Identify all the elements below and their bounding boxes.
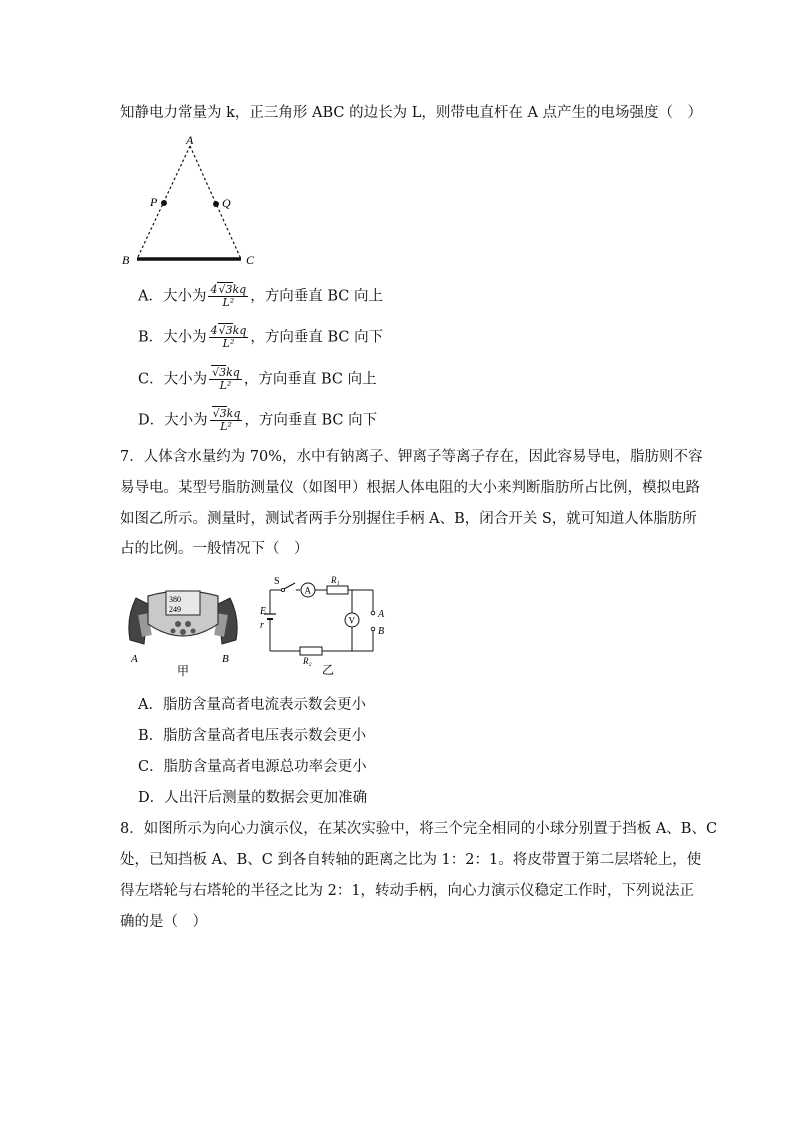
device-label-b: B — [222, 653, 229, 665]
terminal-b-label: B — [378, 626, 385, 637]
resistor-r1-label: R₁ — [331, 575, 340, 585]
label-c: C — [246, 253, 255, 267]
device-button — [191, 629, 196, 634]
q7-line-4: 占的比例。一般情况下（ ） — [120, 541, 309, 557]
resistor-r1 — [327, 586, 348, 594]
resistor-r2-label: R₂ — [303, 656, 312, 666]
terminal-b — [371, 627, 375, 631]
terminal-a — [371, 611, 375, 615]
device-button — [180, 629, 186, 635]
q6-option-b: B．大小为 $\frac{4√3kq}{\text{L²}}$ ，方向垂直 BC 向下 — [138, 324, 384, 350]
point-q-dot — [213, 201, 219, 207]
fat-meter-device-figure — [122, 578, 244, 678]
q8-line-1: 8．如图所示为向心力演示仪，在某次实验中，将三个完全相同的小球分别置于挡板 A、B、C — [120, 821, 718, 837]
point-p-dot — [161, 200, 167, 206]
q7-line-3: 如图乙所示。测量时，测试者两手分别握住手柄 A、B，闭合开关 S，就可知道人体脂肪所 — [120, 511, 697, 527]
q7-option-a: A．脂肪含量高者电流表示数会更小 — [138, 697, 366, 713]
q7-option-c: C．脂肪含量高者电源总功率会更小 — [138, 759, 367, 775]
device-label-a: A — [131, 653, 138, 665]
q6-option-d: D．大小为 $\frac{√3kq}{\text{L²}}$ ，方向垂直 BC 向下 — [138, 407, 378, 433]
q7-line-2: 易导电。某型号脂肪测量仪（如图甲）根据人体电阻的大小来判断脂肪所占比例，模拟电路 — [120, 480, 700, 496]
screen-reading-top: 380 — [169, 595, 181, 604]
q8-line-3: 得左塔轮与右塔轮的半径之比为 2：1，转动手柄，向心力演示仪稳定工作时，下列说法正 — [120, 883, 695, 899]
label-q: Q — [222, 196, 231, 210]
circuit-diagram-figure — [256, 574, 396, 676]
label-b: B — [122, 253, 130, 267]
device-button — [175, 621, 181, 627]
q6-option-a: A．大小为 $\frac{4√3kq}{\text{L²}}$ ，方向垂直 BC 向上 — [138, 283, 383, 309]
voltmeter-label: V — [348, 615, 355, 626]
triangle-figure — [116, 132, 266, 274]
device-button — [171, 629, 176, 634]
emf-label-e: E — [260, 606, 267, 617]
internal-resistance-label-r: r — [260, 620, 264, 631]
q6-intro: 知静电力常量为 k，正三角形 ABC 的边长为 L，则带电直杆在 A 点产生的电场强度（ ） — [120, 105, 703, 121]
q8-line-4: 确的是（ ） — [120, 914, 207, 930]
ammeter-label: A — [304, 585, 311, 596]
resistor-r2 — [300, 647, 322, 655]
q7-line-1: 7．人体含水量约为 70%，水中有钠离子、钾离子等离子存在，因此容易导电，脂肪则不容 — [120, 449, 703, 465]
q7-option-b: B．脂肪含量高者电压表示数会更小 — [138, 728, 367, 744]
q7-option-d: D．人出汗后测量的数据会更加准确 — [138, 790, 368, 806]
label-p: P — [150, 195, 158, 209]
circuit-caption: 乙 — [322, 663, 335, 676]
device-button — [185, 621, 191, 627]
q8-line-2: 处，已知挡板 A、B、C 到各自转轴的距离之比为 1：2：1。将皮带置于第二层塔轮上，使 — [120, 852, 702, 868]
screen-reading-bottom: 249 — [169, 605, 181, 614]
switch-s — [284, 583, 295, 589]
switch-label-s: S — [274, 576, 280, 587]
terminal-a-label: A — [378, 609, 385, 620]
q6-option-c: C．大小为 $\frac{√3kq}{\text{L²}}$ ，方向垂直 BC 向上 — [138, 366, 377, 392]
label-a: A — [186, 133, 194, 147]
device-caption: 甲 — [177, 664, 190, 678]
